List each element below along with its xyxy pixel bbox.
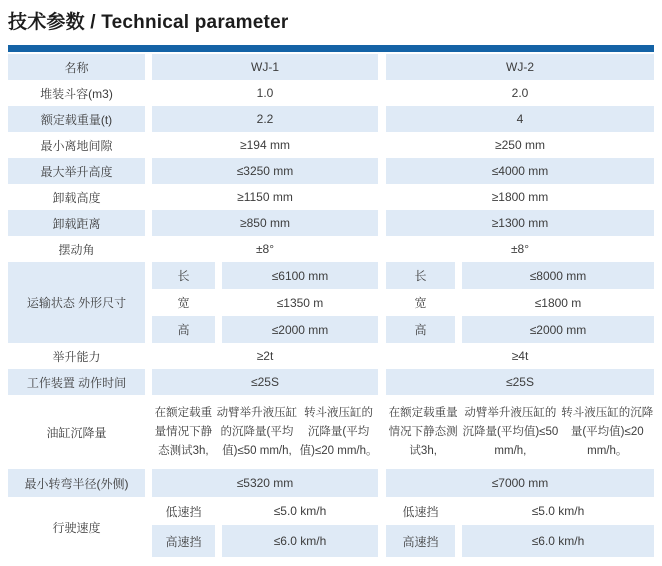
column-gap [378, 262, 386, 289]
column-gap [145, 343, 152, 369]
column-gap [378, 497, 386, 525]
wj1-value-cell: ≤5.0 km/h [222, 497, 378, 525]
settlement-line: 在额定载重量情况下静态测试3h, [154, 406, 213, 457]
column-gap [145, 369, 152, 395]
column-gap [378, 106, 386, 132]
wj1-value-cell: ≤25S [152, 369, 378, 395]
column-gap [145, 236, 152, 262]
spec-subrow [152, 316, 654, 343]
wj1-value-cell: 1.0 [152, 80, 378, 106]
settlement-line: 动臂举升液压缸的沉降量(平均值)≤50 mm/h, [216, 406, 298, 457]
param-label-cell: 额定载重量(t) [8, 106, 145, 132]
column-gap [378, 343, 386, 369]
settlement-line: 转斗液压缸的沉降量(平均值)≤20 mm/h。 [299, 406, 378, 457]
column-gap [215, 525, 222, 557]
group-subrows [152, 262, 654, 343]
column-gap [378, 369, 386, 395]
sub-label-cell-wj1: 高速挡 [152, 525, 215, 557]
spec-row-cylinder-settlement [8, 395, 654, 469]
wj1-value-cell: ≤3250 mm [152, 158, 378, 184]
wj2-value-cell: ≥1300 mm [386, 210, 654, 236]
column-gap [378, 80, 386, 106]
column-gap [378, 525, 386, 557]
wj1-value-cell: ≤6100 mm [222, 262, 378, 289]
column-gap [378, 158, 386, 184]
wj2-value-cell: ≥4t [386, 343, 654, 369]
param-label-cell: 运输状态 外形尺寸 [8, 262, 145, 343]
technical-parameter-table [8, 54, 654, 557]
param-label-cell: 油缸沉降量 [8, 395, 145, 469]
spec-row-3 [8, 132, 654, 158]
sub-label-cell-wj2: 高速挡 [386, 525, 455, 557]
column-gap [145, 106, 152, 132]
wj1-value-cell: WJ-1 [152, 54, 378, 80]
spec-row-12 [8, 469, 654, 497]
sub-label-cell-wj1: 高 [152, 316, 215, 343]
wj1-value-cell: ≤2000 mm [222, 316, 378, 343]
param-label-cell: 卸载距离 [8, 210, 145, 236]
sub-label-cell-wj1: 低速挡 [152, 497, 215, 525]
column-gap [145, 184, 152, 210]
sub-label-cell-wj2: 长 [386, 262, 455, 289]
wj1-value-cell: ≥2t [152, 343, 378, 369]
sub-label-cell-wj1: 长 [152, 262, 215, 289]
param-label-cell: 行驶速度 [8, 497, 145, 557]
wj1-value-cell: ≥194 mm [152, 132, 378, 158]
column-gap [145, 80, 152, 106]
wj2-value-cell: ≤7000 mm [386, 469, 654, 497]
column-gap [378, 54, 386, 80]
column-gap [378, 184, 386, 210]
table-top-accent-bar [8, 45, 654, 52]
wj2-value-cell: ≤8000 mm [462, 262, 654, 289]
settlement-line: 动臂举升液压缸的沉降量(平均值)≤50 mm/h, [462, 406, 559, 457]
column-gap [145, 132, 152, 158]
wj2-value-cell: ≤25S [386, 369, 654, 395]
column-gap [378, 469, 386, 497]
page-title: 技术参数 / Technical parameter [8, 12, 289, 33]
spec-group-row [8, 497, 654, 557]
spec-row-9 [8, 343, 654, 369]
column-gap [215, 262, 222, 289]
spec-row-7 [8, 236, 654, 262]
param-label-cell: 最小转弯半径(外侧) [8, 469, 145, 497]
column-gap [455, 289, 462, 316]
wj2-value-cell: ±8° [386, 236, 654, 262]
column-gap [378, 395, 386, 469]
column-gap [215, 289, 222, 316]
column-gap [215, 497, 222, 525]
sub-label-cell-wj1: 宽 [152, 289, 215, 316]
wj1-value-cell: ≥1150 mm [152, 184, 378, 210]
settlement-line: 在额定载重量情况下静态测试3h, [388, 406, 458, 457]
column-gap [378, 132, 386, 158]
wj1-value-cell: ≤6.0 km/h [222, 525, 378, 557]
param-label-cell: 摆动角 [8, 236, 145, 262]
spec-group-row [8, 262, 654, 343]
column-gap [455, 497, 462, 525]
spec-row-1 [8, 80, 654, 106]
wj1-value-cell: ±8° [152, 236, 378, 262]
param-label-cell: 工作装置 动作时间 [8, 369, 145, 395]
param-label-cell: 卸载高度 [8, 184, 145, 210]
column-gap [145, 158, 152, 184]
column-gap [145, 54, 152, 80]
wj1-value-cell: 2.2 [152, 106, 378, 132]
spec-subrow [152, 262, 654, 289]
spec-row-4 [8, 158, 654, 184]
sub-label-cell-wj2: 宽 [386, 289, 455, 316]
column-gap [455, 525, 462, 557]
column-gap [145, 262, 152, 343]
column-gap [378, 289, 386, 316]
wj2-value-cell: 4 [386, 106, 654, 132]
column-gap [145, 210, 152, 236]
column-gap [215, 316, 222, 343]
spec-subrow [152, 525, 654, 557]
param-label-cell: 最小离地间隙 [8, 132, 145, 158]
param-label-cell: 最大举升高度 [8, 158, 145, 184]
column-gap [378, 210, 386, 236]
wj1-value-cell: ≥850 mm [152, 210, 378, 236]
column-gap [145, 469, 152, 497]
spec-subrow [152, 497, 654, 525]
wj2-value-cell: ≤5.0 km/h [462, 497, 654, 525]
wj2-value-cell [386, 395, 654, 469]
wj2-value-cell: ≤2000 mm [462, 316, 654, 343]
wj2-value-cell: ≤1800 m [462, 289, 654, 316]
spec-row-10 [8, 369, 654, 395]
spec-row-2 [8, 106, 654, 132]
spec-row-5 [8, 184, 654, 210]
wj1-value-cell: ≤5320 mm [152, 469, 378, 497]
wj2-value-cell: ≥250 mm [386, 132, 654, 158]
column-gap [455, 316, 462, 343]
wj2-value-cell: ≤4000 mm [386, 158, 654, 184]
spec-row-0 [8, 54, 654, 80]
sub-label-cell-wj2: 高 [386, 316, 455, 343]
param-label-cell: 名称 [8, 54, 145, 80]
column-gap [145, 395, 152, 469]
column-gap [145, 497, 152, 557]
wj1-value-cell [152, 395, 378, 469]
wj2-value-cell: 2.0 [386, 80, 654, 106]
spec-row-6 [8, 210, 654, 236]
param-label-cell: 堆装斗容(m3) [8, 80, 145, 106]
column-gap [378, 236, 386, 262]
settlement-line: 转斗液压缸的沉降量(平均值)≤20 mm/h。 [561, 406, 654, 457]
group-subrows [152, 497, 654, 557]
sub-label-cell-wj2: 低速挡 [386, 497, 455, 525]
column-gap [455, 262, 462, 289]
wj2-value-cell: ≥1800 mm [386, 184, 654, 210]
wj1-value-cell: ≤1350 m [222, 289, 378, 316]
wj2-value-cell: WJ-2 [386, 54, 654, 80]
param-label-cell: 举升能力 [8, 343, 145, 369]
column-gap [378, 316, 386, 343]
wj2-value-cell: ≤6.0 km/h [462, 525, 654, 557]
spec-subrow [152, 289, 654, 316]
